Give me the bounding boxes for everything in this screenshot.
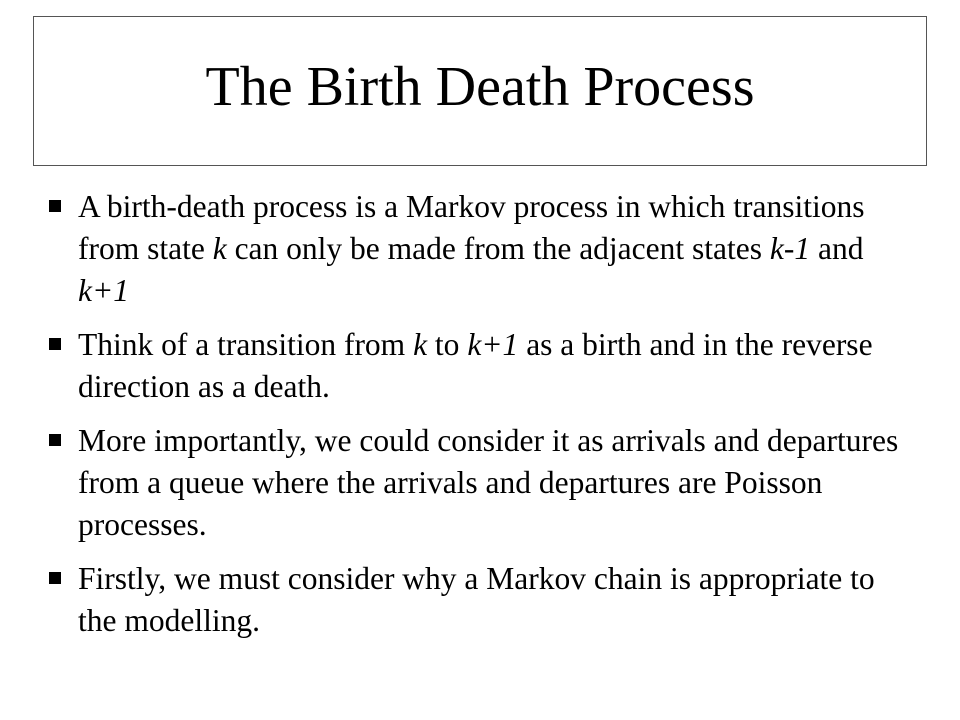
bullet-text: Think of a transition from k to k+1 as a birth and in the reverse direction as a death. (78, 327, 873, 404)
bullet-item (44, 558, 904, 642)
square-bullet-icon (49, 434, 61, 446)
square-bullet-icon (49, 572, 61, 584)
title-box (33, 16, 927, 166)
slide-title: The Birth Death Process (205, 56, 755, 118)
bullet-item (44, 420, 904, 546)
bullet-text: Firstly, we must consider why a Markov chain is appropriate to the modelling. (78, 561, 875, 638)
bullet-text: More importantly, we could consider it as arrivals and departures from a queue where the arrivals and departures are Poisson processes. (78, 423, 899, 542)
bullet-list (44, 186, 904, 654)
square-bullet-icon (49, 338, 61, 350)
square-bullet-icon (49, 200, 61, 212)
bullet-item (44, 324, 904, 408)
bullet-item (44, 186, 904, 312)
bullet-text: A birth-death process is a Markov process in which transitions from state k can only be made from the adjacent states k-1 and k+1 (78, 189, 865, 308)
